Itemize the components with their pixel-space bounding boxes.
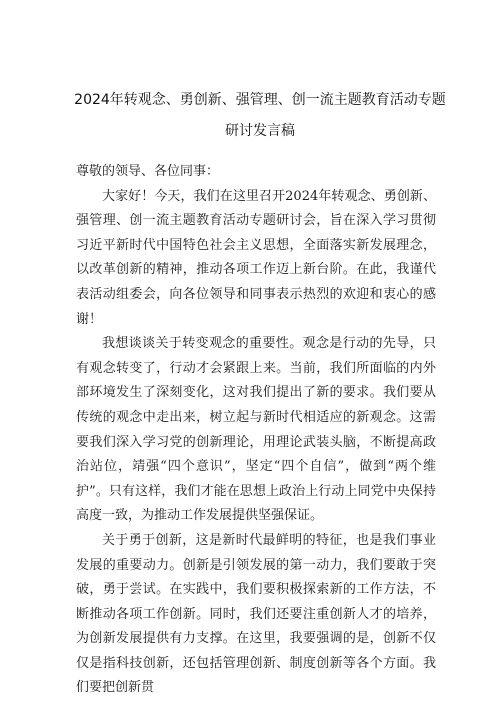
paragraph-innovation: 关于勇于创新，这是新时代最鲜明的特征，也是我们事业发展的重要动力。创新是引领发展的第一动力，我们要敢于突破，勇于尝试。在实践中，我们要积极探索新的工作方法，不断推动各项工作创新。同时，我们还要注重创新人才的培养，为创新发展提供有力支撑。在这里，我要强调的是，创新不仅仅是指科技创新，还包括管理创新、制度创新等各个方面。我们要把创新贯 — [76, 532, 436, 696]
greeting: 尊敬的领导、各位同事： — [76, 164, 220, 179]
paragraph-opening: 大家好！今天，我们在这里召开2024年转观念、勇创新、强管理、创一流主题教育活动专题研讨会，旨在深入学习贯彻习近平新时代中国特色社会主义思想，全面落实新发展理念，以改革创新的精神，推动各项工作迈上新台阶。在此，我谨代表活动组委会，向各位领导和同事表示热烈的欢迎和衷心的感谢！ — [76, 188, 436, 327]
paragraph-concept-change: 我想谈谈关于转变观念的重要性。观念是行动的先导，只有观念转变了，行动才会紧跟上来。当前，我们所面临的内外部环境发生了深刻变化，这对我们提出了新的要求。我们要从传统的观念中走出来，树立起与新时代相适应的新观念。这需要我们深入学习党的创新理论，用理论武装头脑，不断提高政治站位，靖强“四个意识”，坚定“四个自信”，做到“两个维护”。只有这样，我们才能在思想上政治上行动上同党中央保持高度一致，为推动工作发展提供坚强保证。 — [76, 336, 436, 524]
document-body — [76, 160, 436, 701]
document-title-line-2: 研讨发言稿 — [225, 123, 295, 139]
document-title-line-1: 2024年转观念、勇创新、强管理、创一流主题教育活动专题 — [74, 92, 446, 108]
